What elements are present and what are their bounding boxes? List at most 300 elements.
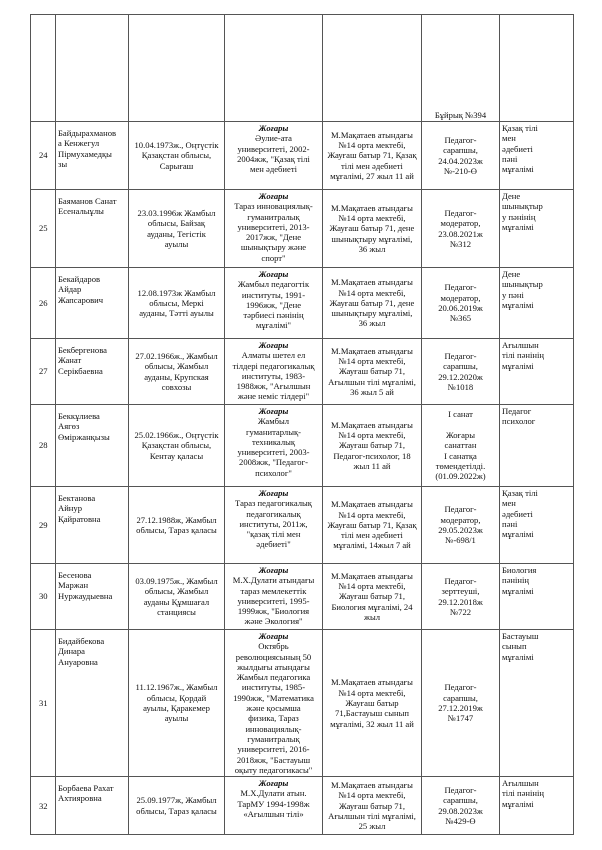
birth-line: ауылы, Қаракемер — [143, 703, 210, 714]
work-line: М.Мақатаев атындағы — [331, 345, 413, 356]
subj-line: тілі пәнінің — [502, 350, 544, 361]
name-line: Бесенова — [58, 570, 92, 580]
cat-line: 29.12.2020ж — [438, 371, 483, 382]
teacher-name-cell — [56, 339, 129, 405]
workplace-cell — [323, 122, 422, 190]
birth-cell — [129, 15, 225, 122]
edu-line: инновациялық- — [245, 723, 302, 734]
category-cell — [422, 15, 500, 122]
cat-line: сарапшы, — [443, 692, 478, 703]
edu-line: Тараз педагогикалық — [235, 498, 312, 509]
work-line: М.Мақатаев атындағы — [331, 129, 413, 140]
table-row — [31, 190, 574, 268]
edu-line: тілдері педагогикалық — [232, 360, 315, 371]
row-number: 32 — [31, 777, 56, 835]
birth-line: облысы, Меркі — [149, 297, 204, 308]
work-line: М.Мақатаев атындағы — [331, 677, 413, 688]
workplace-cell — [323, 630, 422, 777]
work-line: Жауғаш батыр 71, — [339, 440, 405, 451]
cat-line: Педагог- — [444, 785, 477, 796]
edu-line: институты, 1983- — [241, 370, 306, 381]
edu-line: "қазақ тілі мен — [246, 529, 301, 540]
subj-line: мұғалімі — [502, 221, 534, 232]
name-line: зы — [58, 158, 68, 169]
subject-cell — [500, 268, 574, 339]
edu-line: Жоғары — [258, 778, 289, 789]
subj-line: мұғалімі — [502, 798, 534, 809]
name-line: Бекайдаров — [58, 274, 101, 284]
edu-line: жылдығы атындағы — [237, 661, 310, 672]
table-row — [31, 777, 574, 835]
subj-line: у пәнінің — [502, 211, 536, 222]
birth-line: ауданы, Тәтті ауылы — [139, 308, 214, 319]
subj-line: Педагог — [502, 406, 532, 416]
edu-line: спорт" — [261, 252, 286, 263]
subj-line: пәнінің — [502, 575, 529, 586]
subj-line: әдебиеті — [502, 143, 533, 154]
cat-line: Педагог- — [444, 134, 477, 145]
subj-line: Бастауыш — [502, 631, 539, 641]
work-line: №14 орта мектебі, — [338, 687, 406, 698]
edu-line: гуманитарлық- — [245, 426, 302, 437]
edu-line: Жоғары — [258, 406, 289, 416]
cat-line: 29.05.2023ж — [438, 525, 483, 535]
work-line: №14 орта мектебі, — [338, 213, 406, 224]
name-line: Динара — [58, 646, 85, 657]
work-line: №14 орта мектебі, — [338, 287, 406, 298]
category-cell — [422, 487, 500, 564]
edu-line: ТарМУ 1994-1998ж — [237, 798, 310, 809]
cat-line: №1018 — [447, 381, 474, 392]
birth-info-cell — [129, 190, 225, 268]
edu-line: Жоғары — [258, 269, 289, 279]
birth-line: ауылы — [164, 238, 189, 249]
edu-line: Жамбыл — [257, 416, 290, 427]
birth-info-cell — [129, 630, 225, 777]
cat-line: модератор, — [440, 292, 481, 303]
birth-line: 10.04.1973ж., Оңтүстік — [134, 140, 219, 151]
teacher-name-cell — [56, 268, 129, 339]
edu-line: 1999жж, "Биология — [237, 606, 310, 617]
birth-line: облысы, Жамбыл — [144, 586, 209, 597]
subject-cell — [500, 190, 574, 268]
edu-line: тәрбиесі пәнінің — [243, 310, 304, 321]
order-text: Бұйрық №394 — [434, 109, 487, 120]
birth-line: ауданы, Крупская — [144, 371, 209, 382]
teacher-name-cell — [56, 777, 129, 835]
birth-line: облысы, Байзақ — [147, 218, 206, 229]
workplace-cell — [323, 777, 422, 835]
subj-line: Ағылшын — [502, 340, 539, 350]
edu-line: техникалық — [251, 436, 296, 447]
cat-line: 23.08.2021ж — [438, 228, 483, 239]
teacher-name-cell — [56, 564, 129, 630]
workplace-cell — [323, 487, 422, 564]
work-line: Жауғаш батыр — [345, 697, 399, 708]
workplace-cell — [323, 339, 422, 405]
edu-line: Жоғары — [258, 565, 289, 575]
subj-line: мен — [502, 498, 516, 509]
row-number: 26 — [31, 268, 56, 339]
edu-line: тараз мемлекеттік — [240, 585, 307, 596]
name-line: Аягөз — [58, 421, 80, 432]
work-line: №14 орта мектебі, — [338, 581, 406, 592]
work-line: М.Мақатаев атындағы — [331, 499, 413, 510]
edu-line: 1990жж, "Математика — [233, 692, 314, 703]
work-line: Жауғаш батыр 71, Қазақ — [327, 519, 417, 530]
edu-line: Жоғары — [258, 191, 289, 201]
birth-line: 12.08.1973ж Жамбыл — [137, 287, 216, 298]
staff-table — [30, 14, 574, 835]
subj-line: Дене — [502, 269, 521, 279]
workplace-cell — [323, 268, 422, 339]
subject-cell — [500, 405, 574, 487]
cat-line: зерттеуші, — [441, 586, 480, 597]
cat-line: сарапшы, — [443, 145, 478, 156]
subject-cell — [500, 122, 574, 190]
edu-line: 2018жж, "Бастауыш — [236, 754, 311, 765]
cat-line: Педагог- — [444, 504, 477, 515]
num-cell — [31, 15, 56, 122]
edu-line: институты, 2011ж, — [239, 518, 308, 529]
cat-line: І санатқа — [444, 450, 477, 461]
cat-line: №722 — [449, 606, 472, 617]
work-line: №14 орта мектебі, — [338, 509, 406, 520]
edu-line: Әулие-ата — [255, 133, 292, 144]
education-cell — [225, 268, 323, 339]
category-cell — [422, 190, 500, 268]
subj-line: әдебиеті — [502, 508, 533, 519]
name-line: Жанат — [58, 355, 82, 366]
edu-line: гуманитралық — [247, 733, 300, 744]
subj-line: мен — [502, 133, 516, 144]
row-number: 24 — [31, 122, 56, 190]
teacher-name-cell — [56, 190, 129, 268]
birth-line: 03.09.1975ж., Жамбыл — [135, 575, 218, 586]
edu-line: және қосымша — [246, 703, 301, 714]
education-cell — [225, 190, 323, 268]
edu-line: университеті, 2003- — [237, 447, 310, 458]
subject-cell — [500, 15, 574, 122]
work-line: Ағылшын тілі мұғалімі, — [328, 376, 416, 387]
cat-line: 29.08.2023ж — [438, 805, 483, 816]
work-line: мұғалімі, 32 жыл 11 ай — [330, 718, 414, 729]
edu-line: оқыту педагогикасы" — [234, 764, 313, 775]
edu-line: университеті, 2016- — [237, 744, 310, 755]
name-line: Пірмухамедқы — [58, 148, 112, 159]
birth-info-cell — [129, 405, 225, 487]
work-line: мұғалімі, 14жыл 7 ай — [333, 540, 411, 551]
subj-line: Қазақ тілі — [502, 123, 538, 133]
edu-line: 2004жж, "Қазақ тілі — [237, 153, 310, 164]
edu-line: институты, 1985- — [241, 682, 306, 693]
edu-line: және неміс тілдері" — [237, 391, 310, 402]
subj-line: мұғалімі — [502, 585, 534, 596]
subj-line: Биология — [502, 565, 537, 575]
work-line: М.Мақатаев атындағы — [331, 277, 413, 288]
cat-line: модератор, — [440, 218, 481, 229]
name-line: Бектанова — [58, 493, 96, 503]
subj-line: мұғалімі — [502, 164, 534, 175]
education-cell — [225, 339, 323, 405]
row-number: 29 — [31, 487, 56, 564]
cat-line: Педагог- — [444, 350, 477, 361]
edu-line: Октябрь — [258, 641, 289, 652]
subj-line: психолог — [502, 416, 536, 427]
table-row-continued — [31, 15, 574, 122]
education-cell — [225, 15, 323, 122]
education-cell — [225, 630, 323, 777]
birth-line: 27.12.1988ж, Жамбыл — [136, 514, 217, 525]
education-cell — [225, 405, 323, 487]
name-line: Өміржанқызы — [58, 431, 110, 442]
edu-line: Жамбыл педагогика — [236, 672, 311, 683]
edu-line: Жамбыл педагогтік — [237, 279, 310, 290]
edu-line: Тараз инновациялық- — [234, 201, 313, 212]
workplace-cell — [323, 405, 422, 487]
edu-line: мен әдебиеті — [250, 164, 297, 175]
work-line: 25 жыл — [358, 821, 386, 832]
teacher-name-cell — [56, 405, 129, 487]
name-line: Борбаева Рахат — [58, 783, 114, 794]
category-cell — [422, 268, 500, 339]
work-line: Жауғаш батыр 71, дене — [329, 297, 415, 308]
name-line: Айдар — [58, 284, 82, 295]
cat-line: №1747 — [447, 713, 474, 724]
edu-line: мұғалімі" — [255, 320, 292, 331]
work-line: М.Мақатаев атындағы — [331, 202, 413, 213]
birth-line: 11.12.1967ж., Жамбыл — [135, 682, 218, 693]
edu-line: және Экология" — [244, 616, 303, 627]
edu-line: әдебиеті" — [256, 539, 291, 550]
subj-line: шынықтыр — [502, 201, 543, 212]
teacher-name-cell — [56, 630, 129, 777]
work-line: жыл 11 ай — [353, 460, 391, 471]
name-line: а Кенжегул — [58, 138, 100, 149]
name-line: Қайратовна — [58, 513, 101, 524]
subj-line: сынып — [502, 641, 527, 652]
birth-info-cell — [129, 268, 225, 339]
name-cell — [56, 15, 129, 122]
birth-line: Кентау қаласы — [149, 450, 204, 461]
work-line: Биология мұғалімі, 24 — [331, 601, 413, 612]
name-line: Айнур — [58, 503, 82, 514]
birth-info-cell — [129, 487, 225, 564]
table-row — [31, 405, 574, 487]
cat-line: 20.06.2019ж — [438, 303, 483, 313]
subject-cell — [500, 777, 574, 835]
work-line: №14 орта мектебі, — [338, 140, 406, 151]
birth-line: 27.02.1966ж., Жамбыл — [135, 350, 218, 361]
subject-cell — [500, 487, 574, 564]
work-line: Жауғаш батыр 71, — [339, 800, 405, 811]
edu-line: Жоғары — [258, 123, 289, 133]
category-cell — [422, 777, 500, 835]
table-row — [31, 268, 574, 339]
edu-line: 1996жж, "Дене — [245, 299, 302, 310]
name-line: Ануаровна — [58, 656, 98, 667]
subj-line: у пәні — [502, 289, 524, 300]
birth-line: облысы, Тараз қаласы — [136, 525, 217, 535]
edu-line: М.Х.Дулати атын. — [240, 788, 307, 799]
name-line: Серікбаевна — [58, 365, 103, 376]
work-line: Педагог-психолог, 18 — [333, 450, 411, 461]
cat-line: Педагог- — [444, 207, 477, 218]
name-line: Бекбергенова — [58, 345, 107, 355]
birth-line: 23.03.1996ж Жамбыл — [137, 207, 216, 218]
birth-line: ауданы, Тегістік — [147, 228, 206, 239]
cat-line: төмендетілді. — [435, 460, 486, 471]
cat-line — [424, 420, 497, 430]
row-number: 27 — [31, 339, 56, 405]
edu-line: шынықтыру және — [240, 242, 307, 253]
name-line: Жапсарович — [58, 294, 104, 305]
work-line: Ағылшын тілі мұғалімі, — [328, 810, 416, 821]
edu-line: Жоғары — [258, 631, 289, 641]
birth-line: 25.09.1977ж, Жамбыл — [136, 795, 217, 806]
birth-line: Қазақстан облысы, — [141, 150, 212, 161]
cat-line: І санат — [448, 409, 473, 420]
work-line: М.Мақатаев атындағы — [331, 779, 413, 790]
birth-info-cell — [129, 777, 225, 835]
work-line: жыл — [364, 611, 380, 622]
subject-cell — [500, 564, 574, 630]
edu-line: Жоғары — [258, 488, 289, 498]
subj-line: Қазақ тілі — [502, 488, 538, 498]
subj-line: мұғалімі — [502, 299, 534, 310]
work-line: М.Мақатаев атындағы — [331, 570, 413, 581]
work-line: шынықтыру мұғалімі, — [331, 233, 413, 244]
row-number: 31 — [31, 630, 56, 777]
work-line: тілі мен әдебиеті — [341, 530, 403, 541]
subject-cell — [500, 630, 574, 777]
work-line: №14 орта мектебі, — [338, 430, 406, 441]
work-line: 36 жыл — [358, 243, 386, 254]
education-cell — [225, 122, 323, 190]
subj-line: мұғалімі — [502, 651, 534, 662]
edu-line: «Ағылшын тілі» — [243, 809, 304, 820]
row-number: 30 — [31, 564, 56, 630]
subj-line: Дене — [502, 191, 521, 201]
name-line: Беккұлиева — [58, 411, 100, 421]
subj-line: Ағылшын — [502, 778, 539, 789]
birth-line: ауданы Құмшағал — [143, 596, 210, 607]
education-cell — [225, 487, 323, 564]
name-line: Бидайбекова — [58, 636, 105, 646]
teacher-name-cell — [56, 487, 129, 564]
birth-info-cell — [129, 122, 225, 190]
birth-line: облысы, Жамбыл — [144, 361, 209, 372]
workplace-cell — [323, 564, 422, 630]
birth-line: облысы, Тараз қаласы — [136, 805, 217, 816]
name-line: Нуржаудыевна — [58, 590, 113, 601]
workplace-cell — [323, 190, 422, 268]
work-line: 71,Бастауыш сынып — [335, 708, 409, 719]
cat-line: санаттан — [444, 440, 477, 451]
work-line: шынықтыру мұғалімі, — [331, 308, 413, 319]
edu-line: 2017жж, "Дене — [245, 232, 302, 243]
subj-line: мұғалімі — [502, 529, 534, 540]
work-line: 36 жыл — [358, 318, 386, 329]
cat-line: 29.12.2018ж — [438, 596, 483, 607]
subj-line: тілі пәнінің — [502, 788, 544, 799]
name-line: Ахтияровна — [58, 793, 102, 804]
table-row — [31, 339, 574, 405]
subj-line: шынықтыр — [502, 279, 543, 290]
table-row — [31, 630, 574, 777]
cat-line: №-210-Ө — [443, 165, 478, 176]
cat-line: Педагог- — [444, 575, 477, 586]
cat-line: модератор, — [440, 514, 481, 525]
category-cell — [422, 122, 500, 190]
cat-line: №429-Ө — [445, 815, 476, 826]
birth-line: облысы, Қордай — [146, 692, 207, 703]
birth-line: 25.02.1966ж., Оңтүстік — [134, 430, 219, 441]
category-cell — [422, 405, 500, 487]
birth-info-cell — [129, 564, 225, 630]
birth-line: совхозы — [161, 381, 192, 392]
table-row — [31, 122, 574, 190]
work-line: тілі мен әдебиеті — [341, 160, 403, 171]
row-number: 25 — [31, 190, 56, 268]
work-line: мұғалімі, 27 жыл 11 ай — [330, 170, 414, 181]
birth-line: ауылы — [164, 713, 189, 724]
birth-line: Сарығаш — [159, 160, 194, 171]
education-cell — [225, 777, 323, 835]
subj-line: мұғалімі — [502, 360, 534, 371]
table-row — [31, 487, 574, 564]
edu-line: Жоғары — [258, 340, 289, 350]
edu-line: университеті, 2013- — [237, 221, 310, 232]
cat-line: Педагог- — [444, 282, 477, 293]
work-line: М.Мақатаев атындағы — [331, 419, 413, 430]
edu-line: Алматы шетел ел — [241, 350, 306, 361]
workplace-cell — [323, 15, 422, 122]
subj-line: пәні — [502, 153, 518, 164]
subject-cell — [500, 339, 574, 405]
birth-line: станциясы — [157, 606, 196, 617]
edu-line: М.Х.Дулати атындағы — [232, 575, 315, 586]
cat-line: Педагог- — [444, 682, 477, 693]
cat-line: сарапшы, — [443, 795, 478, 806]
name-line: Байдырахманов — [58, 128, 117, 138]
name-line: Баяманов Санат — [58, 196, 117, 206]
cat-line: Жоғары — [446, 430, 475, 441]
edu-line: физика, Тараз — [248, 713, 299, 724]
cat-line: №-698/1 — [445, 535, 476, 546]
edu-line: гуманитралық — [247, 211, 300, 222]
cat-line: (01.09.2022ж) — [435, 471, 486, 482]
cat-line: №312 — [449, 238, 472, 249]
row-number: 28 — [31, 405, 56, 487]
edu-line: университеті, 2002- — [237, 143, 310, 154]
birth-info-cell — [129, 339, 225, 405]
category-cell — [422, 630, 500, 777]
teacher-name-cell — [56, 122, 129, 190]
work-line: Жауғаш батыр 71, Қазақ — [327, 150, 417, 161]
work-line: №14 орта мектебі, — [338, 790, 406, 801]
cat-line: 27.12.2019ж — [438, 703, 483, 714]
edu-line: университеті, 1995- — [237, 595, 310, 606]
work-line: Жауғаш батыр 71, — [339, 591, 405, 602]
category-cell — [422, 564, 500, 630]
work-line: 36 жыл 5 ай — [350, 386, 394, 397]
work-line: №14 орта мектебі, — [338, 356, 406, 367]
name-line: Маржан — [58, 580, 89, 591]
cat-line: сарапшы, — [443, 361, 478, 372]
edu-line: психолог" — [255, 467, 292, 478]
edu-line: революциясының 50 — [235, 651, 312, 662]
